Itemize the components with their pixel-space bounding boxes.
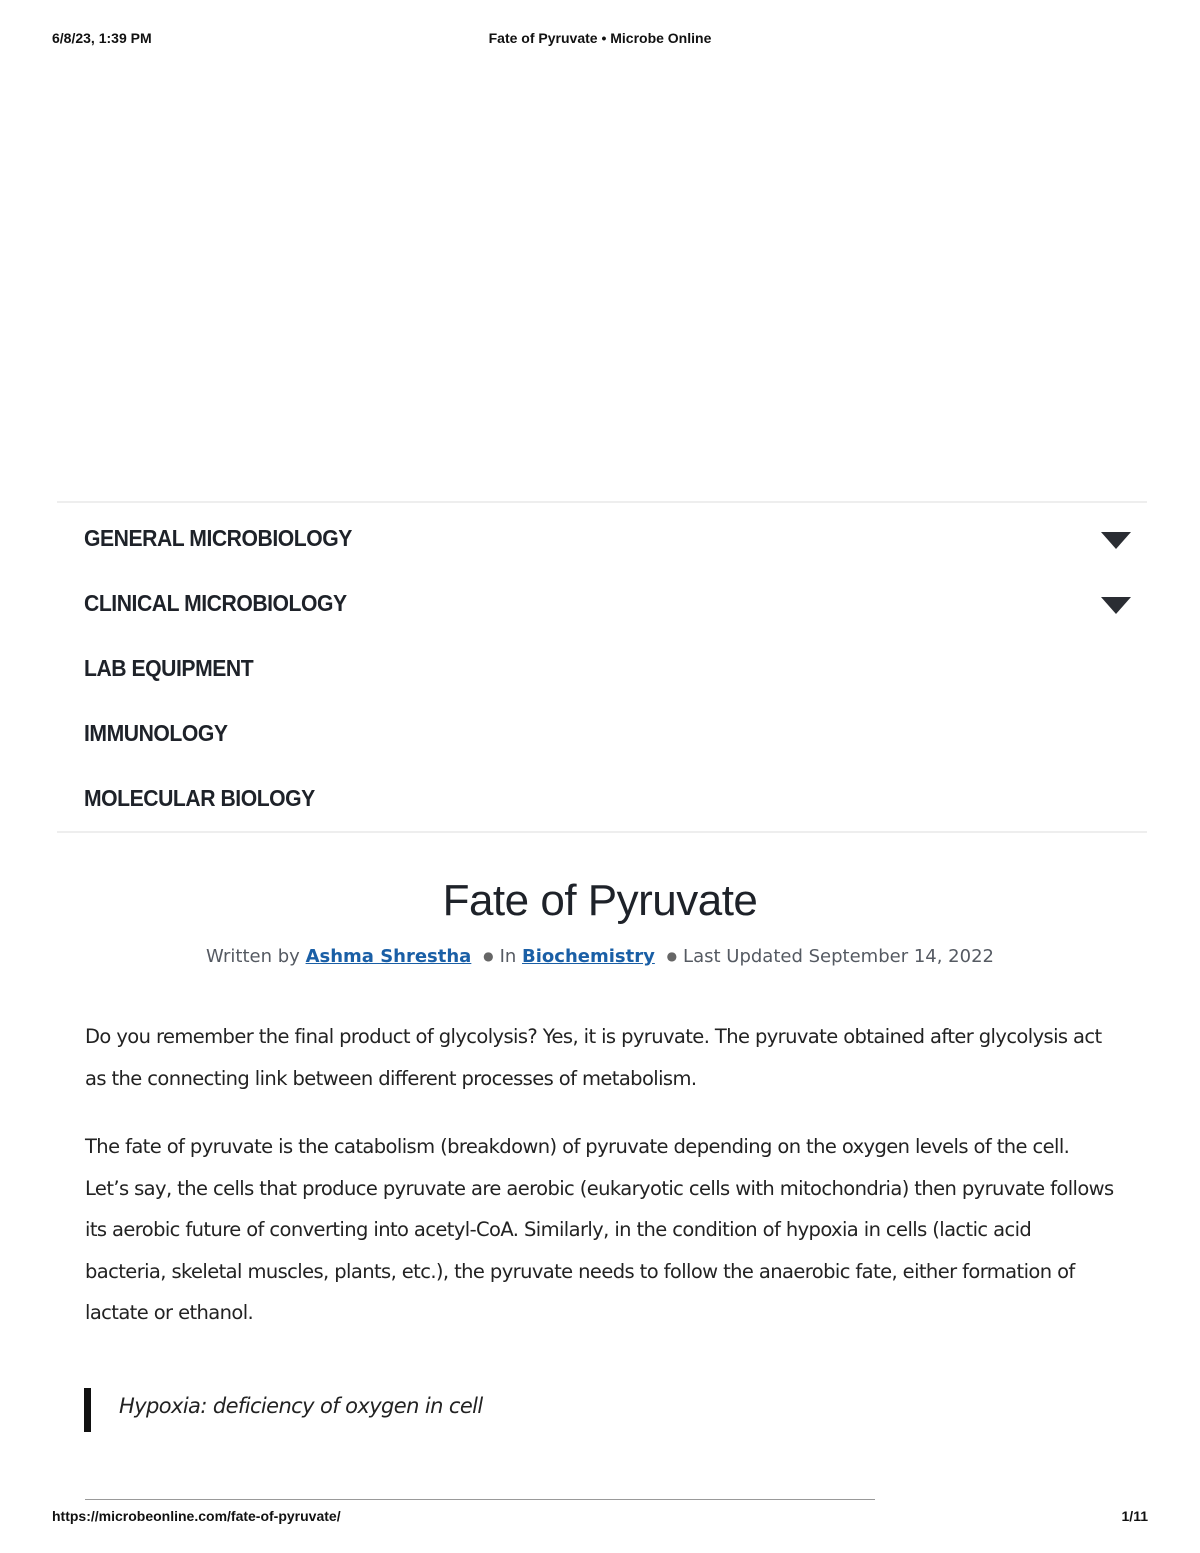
separator-dot-icon: ● — [483, 949, 494, 963]
nav-item-lab-equipment[interactable] — [57, 635, 1147, 700]
article-meta — [0, 946, 1200, 967]
nav-item-clinical-microbiology[interactable] — [57, 570, 1147, 635]
caret-down-icon[interactable] — [1101, 597, 1131, 614]
last-updated: Last Updated September 14, 2022 — [683, 946, 994, 967]
nav-item-label: CLINICAL MICROBIOLOGY — [84, 590, 347, 616]
separator-dot-icon: ● — [666, 949, 678, 963]
print-url: https://microbeonline.com/fate-of-pyruvate/ — [52, 1508, 341, 1524]
article-title: Fate of Pyruvate — [442, 876, 758, 925]
page-number: 1/11 — [1121, 1508, 1148, 1524]
print-datetime: 6/8/23, 1:39 PM — [52, 30, 152, 46]
caret-down-icon[interactable] — [1101, 532, 1131, 549]
divider — [85, 1499, 875, 1500]
written-by-label: Written by — [206, 946, 300, 967]
nav-item-label: GENERAL MICROBIOLOGY — [84, 525, 352, 551]
article-paragraph: Do you remember the final product of glycolysis? Yes, it is pyruvate. The pyruvate obtained after glycolysis act as the connecting link between different processes of metabolism. — [85, 1025, 1102, 1090]
nav-item-molecular-biology[interactable] — [57, 765, 1147, 830]
print-page-title: Fate of Pyruvate • Microbe Online — [488, 30, 712, 46]
nav-item-label: MOLECULAR BIOLOGY — [84, 785, 315, 811]
category-nav-menu — [57, 501, 1147, 833]
in-label: In — [499, 946, 517, 967]
nav-item-label: LAB EQUIPMENT — [84, 655, 254, 681]
print-header — [52, 30, 1148, 50]
blockquote — [84, 1388, 991, 1432]
author-link[interactable]: Ashma Shrestha — [305, 946, 472, 967]
print-footer — [52, 1508, 1148, 1528]
article-paragraph: The fate of pyruvate is the catabolism (breakdown) of pyruvate depending on the oxygen levels of the cell. Let’s say, the cells that produce pyruvate are aerobic (eukaryotic cells with mitochondria) then pyruvate follows its aerobic future of converting into acetyl-CoA. Similarly, in the condition of hypoxia in cells (lactic acid bacteria, skeletal muscles, plants, etc.), the pyruvate needs to follow the anaerobic fate, either formation of lactate or ethanol. — [85, 1135, 1114, 1324]
nav-item-general-microbiology[interactable] — [57, 505, 1147, 570]
category-link[interactable]: Biochemistry — [522, 946, 655, 967]
nav-item-label: IMMUNOLOGY — [84, 720, 228, 746]
nav-item-immunology[interactable] — [57, 700, 1147, 765]
blockquote-text: Hypoxia: deficiency of oxygen in cell — [119, 1394, 483, 1418]
